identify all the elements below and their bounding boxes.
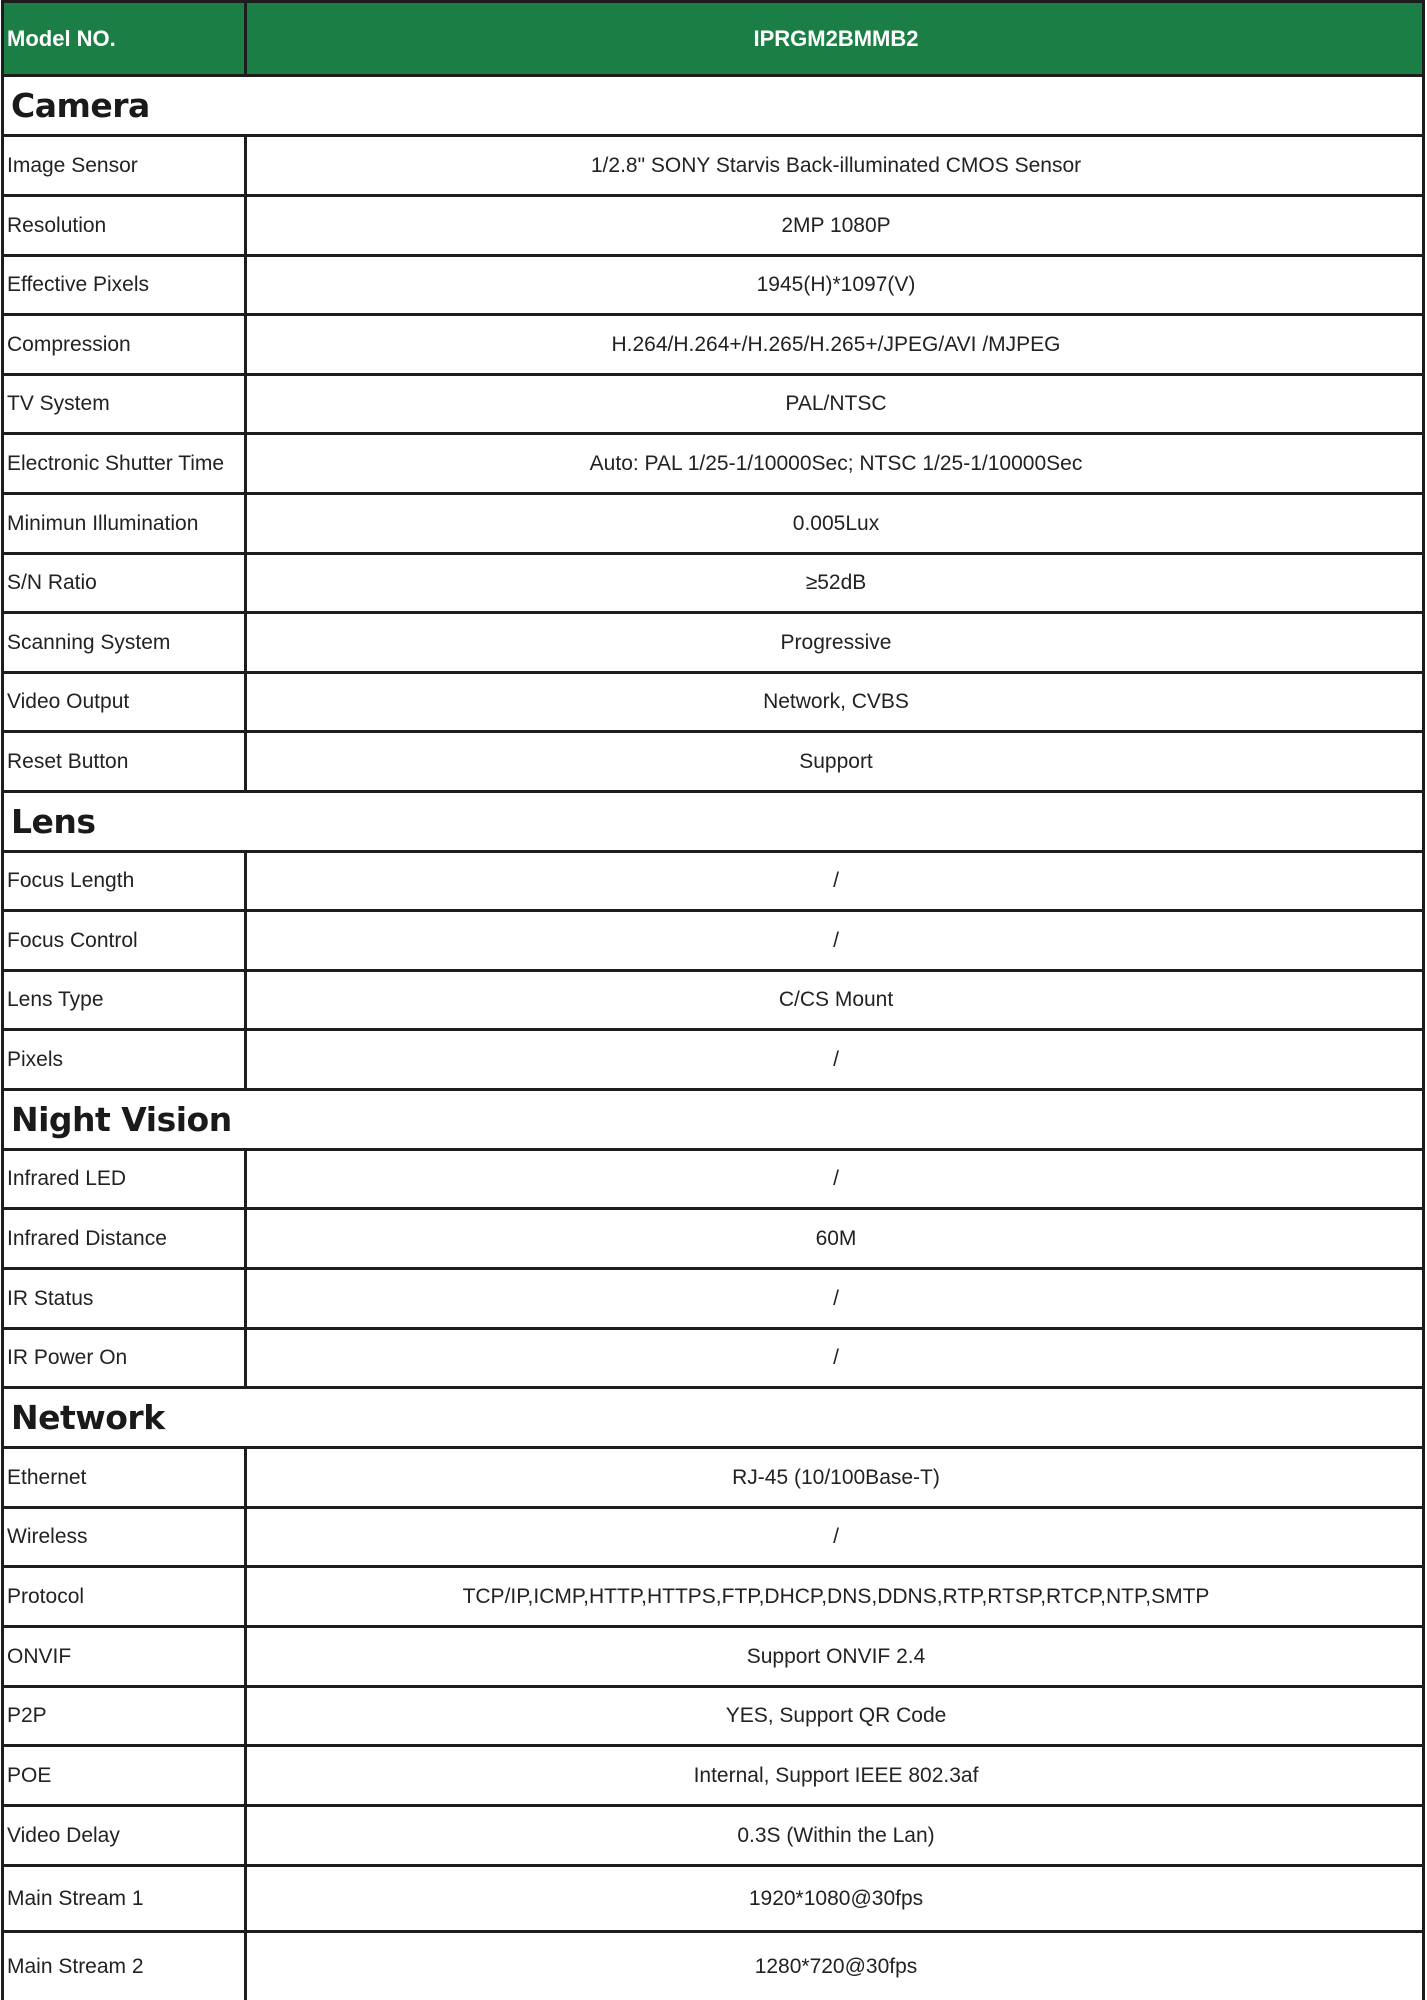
- spec-row: [1, 1933, 1425, 2000]
- spec-value: /: [833, 1525, 839, 1548]
- section-camera: [1, 77, 1425, 137]
- model-label: Model NO.: [1, 3, 247, 74]
- section-title: Network: [11, 1398, 165, 1437]
- model-header-row: [1, 0, 1425, 77]
- spec-label: Focus Control: [1, 912, 247, 969]
- spec-label: Resolution: [1, 197, 247, 254]
- spec-value: 1920*1080@30fps: [748, 1886, 924, 1910]
- spec-label: Focus Length: [1, 853, 247, 909]
- section-lens: [1, 793, 1425, 853]
- spec-value: C/CS Mount: [778, 988, 894, 1011]
- spec-label: POE: [1, 1747, 247, 1804]
- spec-value: Network, CVBS: [763, 690, 909, 713]
- spec-value: 0.3S (Within the Lan): [737, 1823, 935, 1847]
- spec-value: PAL/NTSC: [785, 392, 887, 415]
- spec-label: Reset Button: [1, 733, 247, 790]
- spec-row: [1, 912, 1425, 972]
- spec-label: Scanning System: [1, 614, 247, 671]
- model-value: IPRGM2BMMB2: [753, 25, 919, 51]
- spec-value: 1/2.8" SONY Starvis Back-illuminated CMOS Sensor: [590, 153, 1082, 177]
- spec-value: /: [833, 928, 839, 952]
- section-network: [1, 1389, 1425, 1449]
- spec-row: [1, 197, 1425, 257]
- spec-value: RJ-45 (10/100Base-T): [732, 1465, 940, 1489]
- spec-row: [1, 137, 1425, 197]
- spec-label: Effective Pixels: [1, 257, 247, 313]
- spec-label: Video Delay: [1, 1807, 247, 1864]
- spec-label: Infrared Distance: [1, 1210, 247, 1267]
- spec-row: [1, 555, 1425, 614]
- spec-value: Progressive: [780, 630, 892, 654]
- spec-row: [1, 1330, 1425, 1389]
- section-night-vision: [1, 1091, 1425, 1151]
- spec-value: TCP/IP,ICMP,HTTP,HTTPS,FTP,DHCP,DNS,DDNS,RTP,RTSP,RTCP,NTP,SMTP: [462, 1584, 1210, 1608]
- spec-row: [1, 1867, 1425, 1933]
- spec-row: [1, 435, 1425, 495]
- spec-label: Pixels: [1, 1031, 247, 1088]
- spec-value: /: [833, 1346, 839, 1369]
- spec-value: Auto: PAL 1/25-1/10000Sec; NTSC 1/25-1/10000Sec: [589, 451, 1083, 475]
- spec-value: 60M: [815, 1226, 857, 1250]
- spec-row: [1, 1628, 1425, 1688]
- spec-value: Internal, Support IEEE 802.3af: [693, 1763, 979, 1787]
- spec-row: [1, 733, 1425, 793]
- spec-label: S/N Ratio: [1, 555, 247, 611]
- spec-label: Protocol: [1, 1568, 247, 1625]
- spec-label: P2P: [1, 1688, 247, 1744]
- spec-row: [1, 376, 1425, 435]
- spec-label: Compression: [1, 316, 247, 373]
- spec-label: Electronic Shutter Time: [1, 435, 247, 492]
- spec-row: [1, 1151, 1425, 1210]
- table-border-right: [1422, 0, 1425, 2000]
- spec-value: H.264/H.264+/H.265/H.265+/JPEG/AVI /MJPEG: [611, 332, 1061, 356]
- spec-row: [1, 257, 1425, 316]
- spec-label: Main Stream 1: [1, 1867, 247, 1930]
- section-title: Camera: [11, 86, 150, 125]
- spec-value: Support ONVIF 2.4: [746, 1644, 926, 1668]
- spec-row: [1, 1449, 1425, 1509]
- spec-row: [1, 1509, 1425, 1568]
- spec-value: /: [833, 1286, 839, 1310]
- section-title: Lens: [11, 802, 96, 841]
- spec-row: [1, 1747, 1425, 1807]
- spec-row: [1, 1210, 1425, 1270]
- spec-label: Wireless: [1, 1509, 247, 1565]
- spec-label: Video Output: [1, 674, 247, 730]
- spec-value: 1280*720@30fps: [754, 1954, 918, 1978]
- spec-label: IR Status: [1, 1270, 247, 1327]
- spec-label: Infrared LED: [1, 1151, 247, 1207]
- table-border-left: [1, 0, 4, 2000]
- spec-label: IR Power On: [1, 1330, 247, 1386]
- spec-row: [1, 1688, 1425, 1747]
- spec-row: [1, 1270, 1425, 1330]
- spec-row: [1, 853, 1425, 912]
- spec-value: /: [833, 869, 839, 892]
- spec-value: /: [833, 1047, 839, 1071]
- spec-label: TV System: [1, 376, 247, 432]
- spec-row: [1, 1568, 1425, 1628]
- spec-row: [1, 316, 1425, 376]
- spec-label: Image Sensor: [1, 137, 247, 194]
- spec-row: [1, 674, 1425, 733]
- spec-label: Lens Type: [1, 972, 247, 1028]
- spec-row: [1, 1807, 1425, 1867]
- spec-row: [1, 495, 1425, 555]
- spec-label: Main Stream 2: [1, 1933, 247, 2000]
- spec-row: [1, 1031, 1425, 1091]
- spec-value: Support: [799, 749, 873, 773]
- spec-value: /: [833, 1167, 839, 1190]
- spec-label: Ethernet: [1, 1449, 247, 1506]
- section-title: Night Vision: [11, 1100, 232, 1139]
- spec-value: 1945(H)*1097(V): [756, 273, 916, 296]
- spec-row: [1, 614, 1425, 674]
- spec-row: [1, 972, 1425, 1031]
- spec-value: 2MP 1080P: [781, 213, 891, 237]
- spec-value: 0.005Lux: [792, 511, 880, 535]
- spec-label: Minimun Illumination: [1, 495, 247, 552]
- spec-value: ≥52dB: [805, 571, 867, 594]
- spec-label: ONVIF: [1, 1628, 247, 1685]
- spec-value: YES, Support QR Code: [725, 1704, 947, 1727]
